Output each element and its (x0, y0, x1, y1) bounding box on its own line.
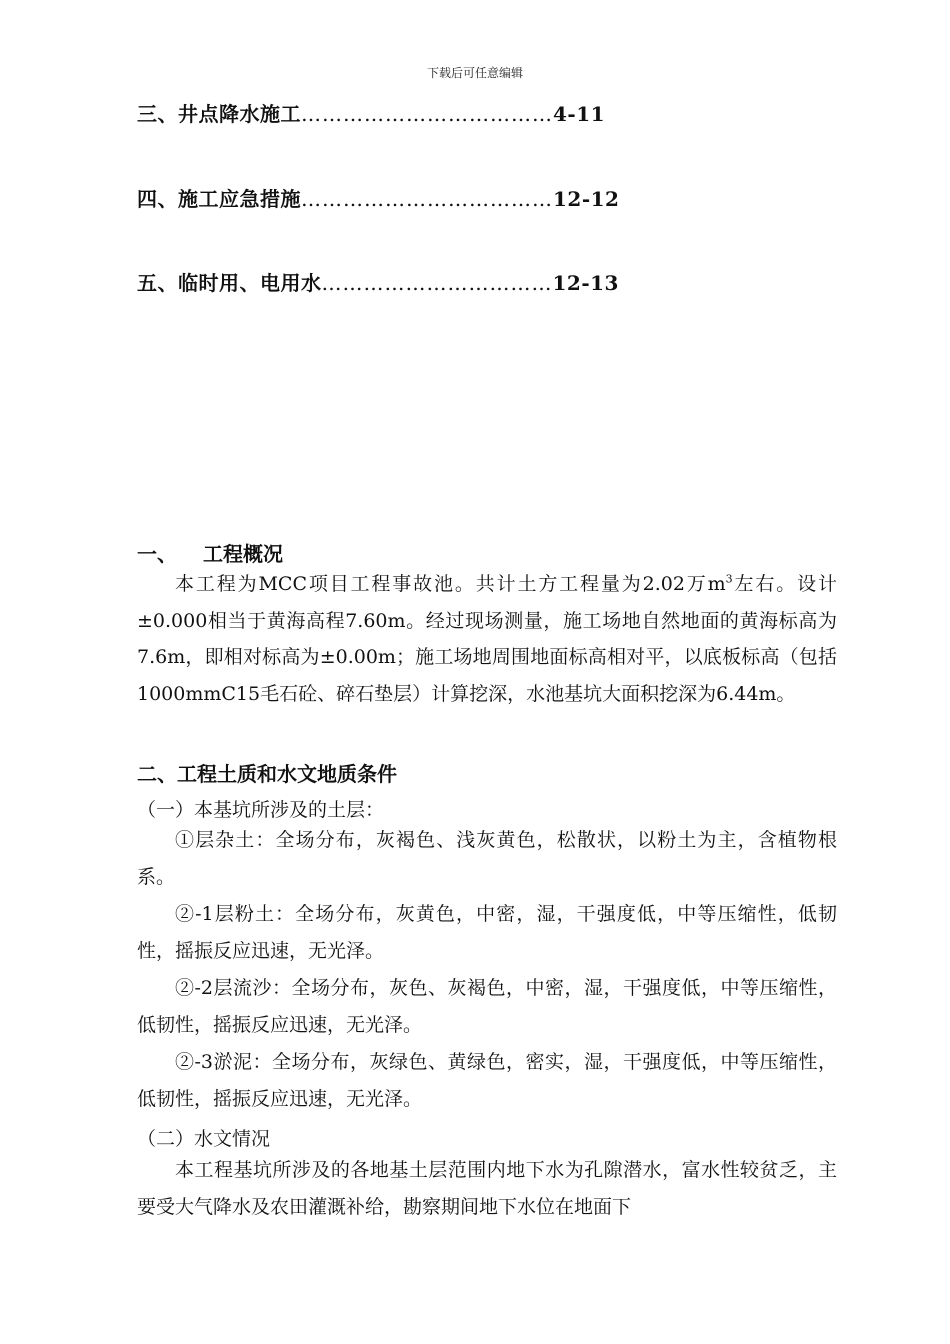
section-2-heading: 二、工程土质和水文地质条件 (137, 762, 397, 786)
page-header: 下载后可任意编辑 (426, 66, 523, 80)
toc-title: 五、临时用、电用水 (137, 271, 322, 295)
toc-entry-5[interactable] (137, 267, 619, 296)
toc-leader: ……………………………… (301, 102, 553, 126)
toc-entry-4[interactable] (137, 183, 619, 212)
subsection-soil-layers: （一）本基坑所涉及的土层： (137, 799, 385, 821)
section-1-heading (137, 538, 283, 567)
toc-page: 12-12 (553, 187, 620, 211)
superscript: 3 (725, 572, 733, 586)
toc-entry-3[interactable] (137, 98, 605, 127)
layer-paragraph: ②-1层粉土：全场分布，灰黄色，中密，湿，干强度低，中等压缩性，低韧性，摇振反应迅速，无光泽。 (137, 903, 837, 962)
layer-paragraph: ①层杂土：全场分布，灰褐色、浅灰黄色，松散状，以粉土为主，含植物根系。 (137, 829, 837, 888)
toc-page: 4-11 (553, 102, 606, 126)
toc-leader: …………………………… (321, 271, 553, 295)
toc-title: 三、井点降水施工 (137, 102, 301, 126)
toc-leader: ……………………………… (301, 187, 553, 211)
layer-paragraph: ②-3淤泥：全场分布，灰绿色、黄绿色，密实，湿，干强度低，中等压缩性，低韧性，摇振反应迅速，无光泽。 (137, 1051, 837, 1110)
hydrology-paragraph: 本工程基坑所涉及的各地基土层范围内地下水为孔隙潜水，富水性较贫乏，主要受大气降水及农田灌溉补给，勘察期间地下水位在地面下 (137, 1159, 837, 1218)
subsection-hydrology: （二）水文情况 (137, 1128, 271, 1150)
section-number: 一、 (137, 542, 177, 566)
overview-text-2: 左右。设计±0.000相当于黄海高程7.60m。经过现场测量，施工场地自然地面的黄海标高为7.6m，即相对标高为±0.00m；施工场地周围地面标高相对平，以底板标高（包括1000mmC15毛石砼、碎石垫层）计算挖深，水池基坑大面积挖深为6.44m。 (137, 573, 837, 705)
toc-title: 四、施工应急措施 (137, 187, 301, 211)
toc-page: 12-13 (552, 271, 619, 295)
overview-text-1: 本工程为MCC项目工程事故池。共计土方工程量为2.02万m (175, 573, 726, 595)
project-overview-paragraph (137, 566, 837, 712)
section-title: 工程概况 (203, 542, 283, 566)
layer-paragraph: ②-2层流沙：全场分布，灰色、灰褐色，中密，湿，干强度低，中等压缩性，低韧性，摇振反应迅速，无光泽。 (137, 977, 837, 1036)
